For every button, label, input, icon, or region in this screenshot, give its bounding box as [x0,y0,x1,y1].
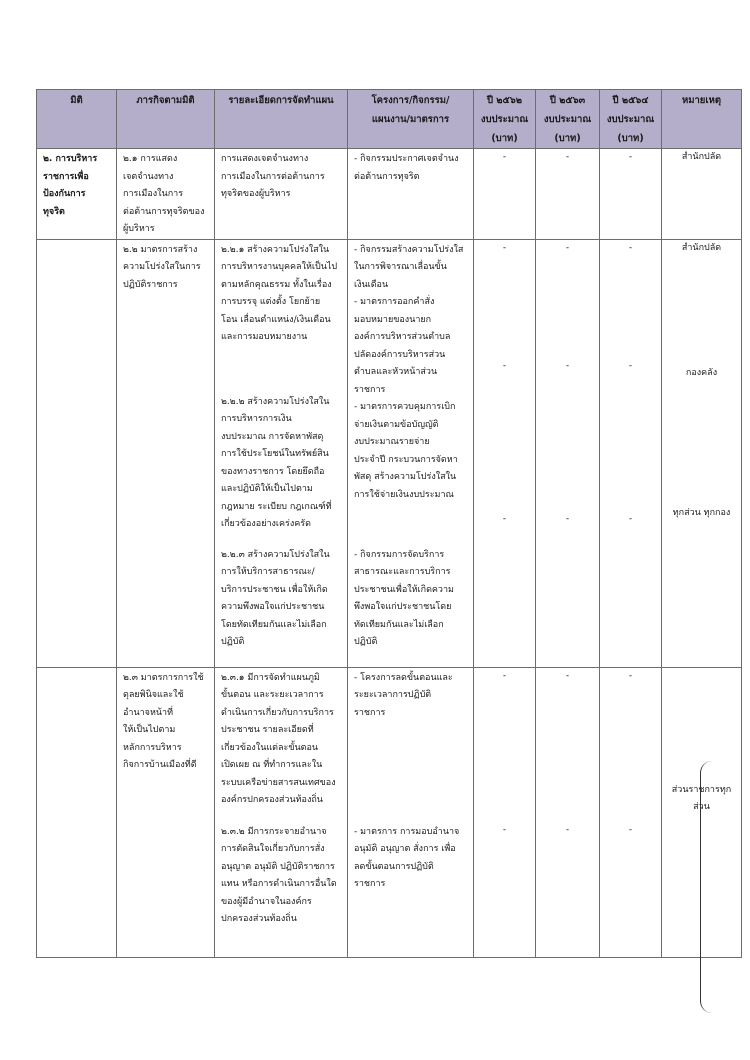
header-plan-detail: รายละเอียดการจัดทำแผน [215,90,348,149]
project-cell: - กิจกรรมสร้างความโปร่งใส ในการพิจารณาเลื่อนขั้น เงินเดือน - มาตรการออกคำสั่ง มอบหมายของนายก องค์การบริหารส่วนตำบล ปลัดองค์การบริหารส่วน ตำบลและหัวหน้าส่วน ราชการ - มาตรการควบคุมการเบิก จ่ายเงินตามข้อบัญญัติ งบประมาณรายจ่าย ประจำปี กระบวนการจัดหา พัสดุ สร้างความโปร่งใสใน การใช้จ่ายเงินงบประมาณ - กิจกรรมการจัดบริการ สาธารณะและการบริการ ประชาชนเพื่อให้เกิดความ พึงพอใจแก่ประชาชนโดย ทัดเทียมกันและไม่เลือก ปฏิบัติ [348,239,474,667]
header-year-2563: ปี ๒๕๖๓ งบประมาณ (บาท) [536,90,600,149]
table-row [37,149,742,240]
document-page [36,89,741,958]
project-cell: - กิจกรรมประกาศเจตจำนง ต่อต้านการทุจริต [348,149,474,240]
mission-cell: ๒.๓ มาตรการการใช้ ดุลยพินิจและใช้ อำนาจหน้าที่ ให้เป็นไปตาม หลักการบริหาร กิจการบ้านเมืองที่ดี [117,667,215,957]
mission-cell: ๒.๑ การแสดง เจตจำนงทาง การเมืองในการ ต่อต้านการทุจริตของ ผู้บริหาร [117,149,215,240]
header-year-2562: ปี ๒๕๖๒ งบประมาณ (บาท) [474,90,536,149]
header-remark: หมายเหตุ [662,90,742,149]
plan-detail-cell: ๒.๒.๑ สร้างความโปร่งใสใน การบริหารงานบุคคลให้เป็นไป ตามหลักคุณธรรม ทั้งในเรื่อง การบรรจุ แต่งตั้ง โยกย้าย โอน เลื่อนตำแหน่ง/เงินเดือน และการมอบหมายงาน ๒.๒.๒ สร้างความโปร่งใสใน การบริหารการเงิน งบประมาณ การจัดหาพัสดุ การใช้ประโยชน์ในทรัพย์สิน ของทางราชการ โดยยึดถือ และปฏิบัติให้เป็นไปตาม กฎหมาย ระเบียบ กฎเกณฑ์ที่ เกี่ยวข้องอย่างเคร่งครัด ๒.๒.๓ สร้างความโปร่งใสใน การให้บริการสาธารณะ/ บริการประชาชน เพื่อให้เกิด ความพึงพอใจแก่ประชาชน โดยทัดเทียมกันและไม่เลือก ปฏิบัติ [215,239,348,667]
header-dimension: มิติ [37,90,117,149]
header-project: โครงการ/กิจกรรม/ แผนงาน/มาตรการ [348,90,474,149]
budget-2564-cell: - - - [600,239,662,667]
plan-detail-cell: การแสดงเจตจำนงทาง การเมืองในการต่อต้านการ ทุจริตของผู้บริหาร [215,149,348,240]
table-row [37,667,742,957]
remark-cell: สำนักปลัด [662,149,742,240]
mission-cell: ๒.๒ มาตรการสร้าง ความโปร่งใสในการ ปฏิบัติราชการ [117,239,215,667]
table-row [37,239,742,667]
anti-corruption-plan-table [36,89,742,958]
header-row [37,90,742,149]
remark-cell: ส่วนราชการทุก ส่วน [662,667,742,957]
header-mission: ภารกิจตามมิติ [117,90,215,149]
header-year-2564: ปี ๒๕๖๔ งบประมาณ (บาท) [600,90,662,149]
dimension-cell-empty [37,667,117,957]
budget-2564-cell: - [600,149,662,240]
grouping-brace [700,761,713,1013]
budget-2562-cell: - - [474,667,536,957]
budget-2563-cell: - - - [536,239,600,667]
project-cell: - โครงการลดขั้นตอนและ ระยะเวลาการปฏิบัติ ราชการ - มาตรการ การมอบอำนาจ อนุมัติ อนุญาต สั่งการ เพื่อ ลดขั้นตอนการปฏิบัติ ราชการ [348,667,474,957]
remark-cell: สำนักปลัด กองคลัง ทุกส่วน ทุกกอง [662,239,742,667]
budget-2563-cell: - - [536,667,600,957]
budget-2562-cell: - [474,149,536,240]
plan-detail-cell: ๒.๓.๑ มีการจัดทำแผนภูมิ ขั้นตอน และระยะเวลาการ ดำเนินการเกี่ยวกับการบริการ ประชาชน รายละเอียดที่ เกี่ยวข้องในแต่ละขั้นตอน เปิดเผย ณ ที่ทำการและใน ระบบเครือข่ายสารสนเทศของ องค์กรปกครองส่วนท้องถิ่น ๒.๓.๒ มีการกระจายอำนาจ การตัดสินใจเกี่ยวกับการสั่ง อนุญาต อนุมัติ ปฏิบัติราชการ แทน หรือการดำเนินการอื่นใด ของผู้มีอำนาจในองค์กร ปกครองส่วนท้องถิ่น [215,667,348,957]
budget-2563-cell: - [536,149,600,240]
dimension-cell: ๒. การบริหาร ราชการเพื่อ ป้องกันการ ทุจริต [37,149,117,240]
budget-2562-cell: - - - [474,239,536,667]
dimension-cell-empty [37,239,117,667]
budget-2564-cell: - - [600,667,662,957]
